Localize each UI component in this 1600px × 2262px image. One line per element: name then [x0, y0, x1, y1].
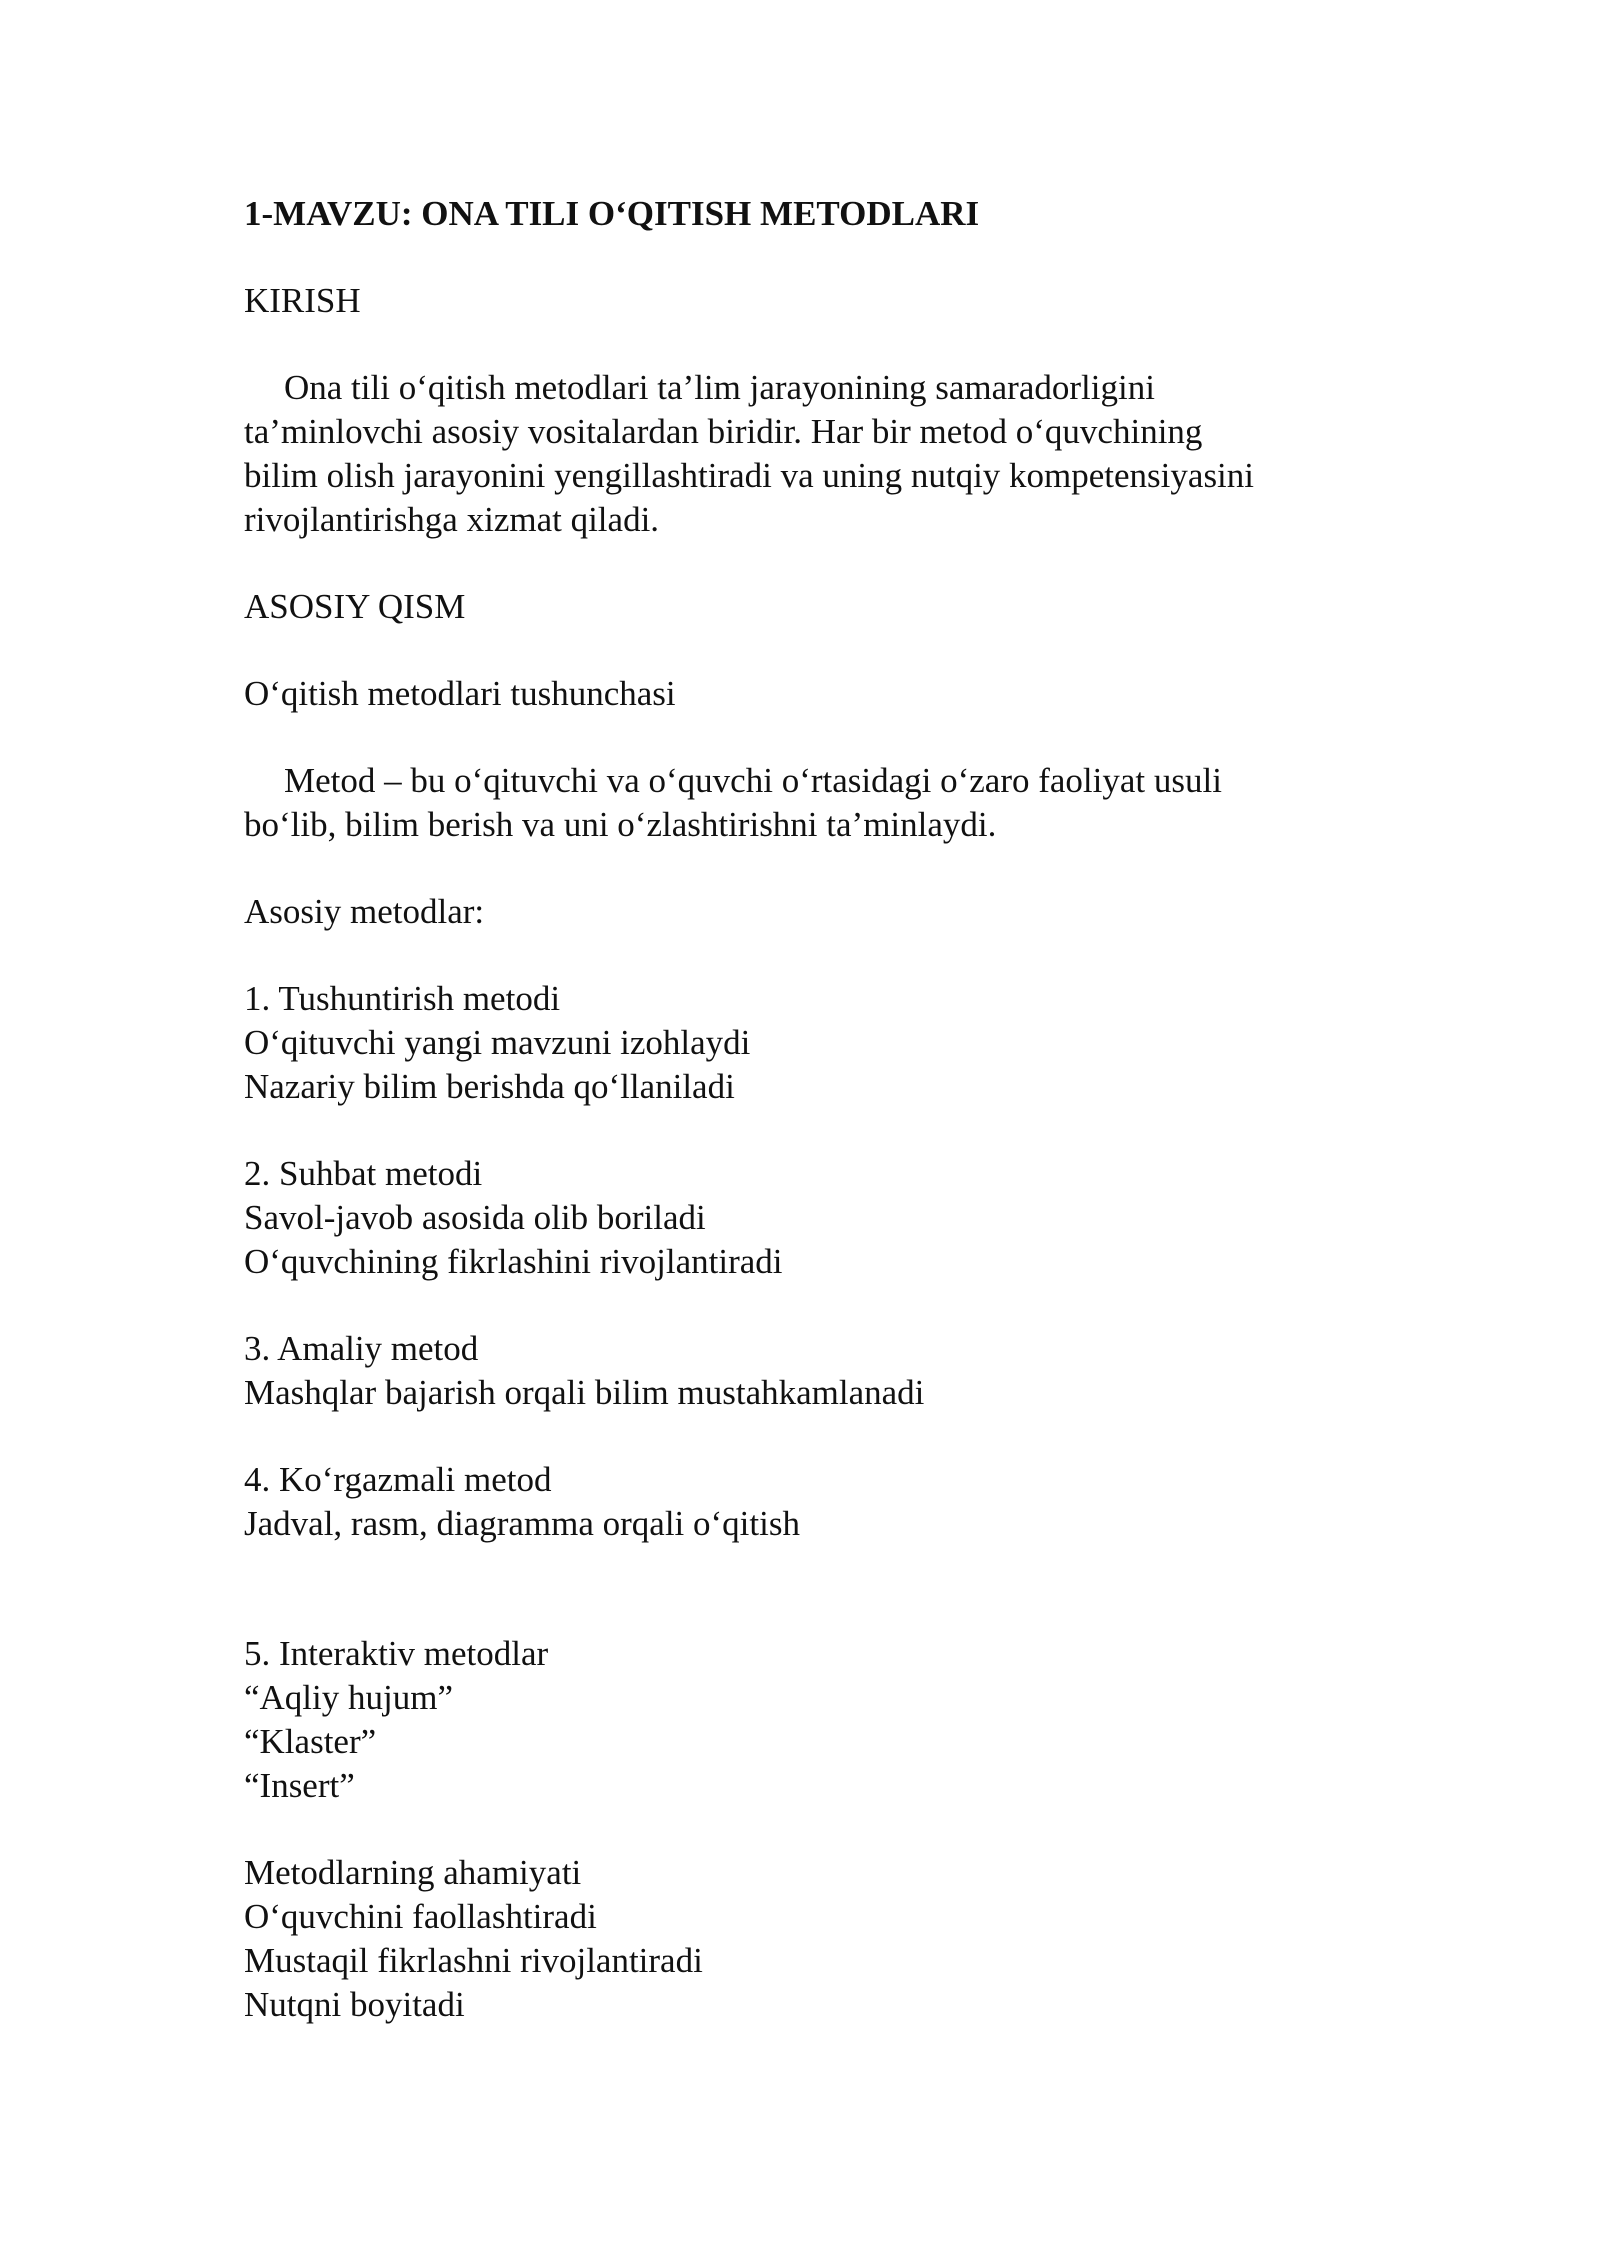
method-line: Nazariy bilim berishda qo‘llaniladi	[244, 1067, 735, 1106]
method-line: Jadval, rasm, diagramma orqali o‘qitish	[244, 1504, 800, 1543]
paragraph-line: Metod – bu o‘qituvchi va o‘quvchi o‘rtasidagi o‘zaro faoliyat usuli	[284, 761, 1222, 800]
method-line: O‘qituvchi yangi mavzuni izohlaydi	[244, 1023, 751, 1062]
importance-item: O‘quvchini faollashtiradi	[244, 1897, 597, 1936]
paragraph-line: rivojlantirishga xizmat qiladi.	[244, 500, 660, 539]
page-title: 1-MAVZU: ONA TILI O‘QITISH METODLARI	[244, 194, 980, 233]
method-block	[244, 1152, 1364, 1284]
importance-item: Mustaqil fikrlashni rivojlantiradi	[244, 1941, 703, 1980]
method-name: 4. Ko‘rgazmali metod	[244, 1460, 552, 1499]
section-subheading: O‘qitish metodlari tushunchasi	[244, 674, 676, 713]
method-block	[244, 977, 1364, 1109]
method-line: “Klaster”	[244, 1722, 377, 1761]
method-line: “Aqliy hujum”	[244, 1678, 453, 1717]
paragraph-line: bilim olish jarayonini yengillashtiradi va uning nutqiy kompetensiyasini	[244, 456, 1255, 495]
method-name: 1. Tushuntirish metodi	[244, 979, 561, 1018]
method-block	[244, 1327, 1364, 1415]
importance-item: Nutqni boyitadi	[244, 1985, 465, 2024]
importance-block	[244, 1851, 1364, 2027]
method-line: Mashqlar bajarish orqali bilim mustahkamlanadi	[244, 1373, 925, 1412]
paragraph-line: bo‘lib, bilim berish va uni o‘zlashtirishni ta’minlaydi.	[244, 805, 997, 844]
method-line: Savol-javob asosida olib boriladi	[244, 1198, 706, 1237]
method-name: 5. Interaktiv metodlar	[244, 1634, 549, 1673]
importance-heading: Metodlarning ahamiyati	[244, 1853, 582, 1892]
method-block	[244, 1458, 1364, 1546]
method-line: O‘quvchining fikrlashini rivojlantiradi	[244, 1242, 783, 1281]
method-line: “Insert”	[244, 1766, 355, 1805]
paragraph-line: Ona tili o‘qitish metodlari ta’lim jarayonining samaradorligini	[284, 368, 1155, 407]
intro-paragraph	[244, 366, 1364, 542]
method-name: 2. Suhbat metodi	[244, 1154, 483, 1193]
methods-heading: Asosiy metodlar:	[244, 892, 485, 931]
definition-paragraph	[244, 759, 1364, 847]
method-block	[244, 1632, 1364, 1808]
method-name: 3. Amaliy metod	[244, 1329, 479, 1368]
main-heading: ASOSIY QISM	[244, 587, 466, 626]
paragraph-line: ta’minlovchi asosiy vositalardan biridir. Har bir metod o‘quvchining	[244, 412, 1203, 451]
intro-heading: KIRISH	[244, 281, 361, 320]
document-body	[244, 192, 1364, 2027]
